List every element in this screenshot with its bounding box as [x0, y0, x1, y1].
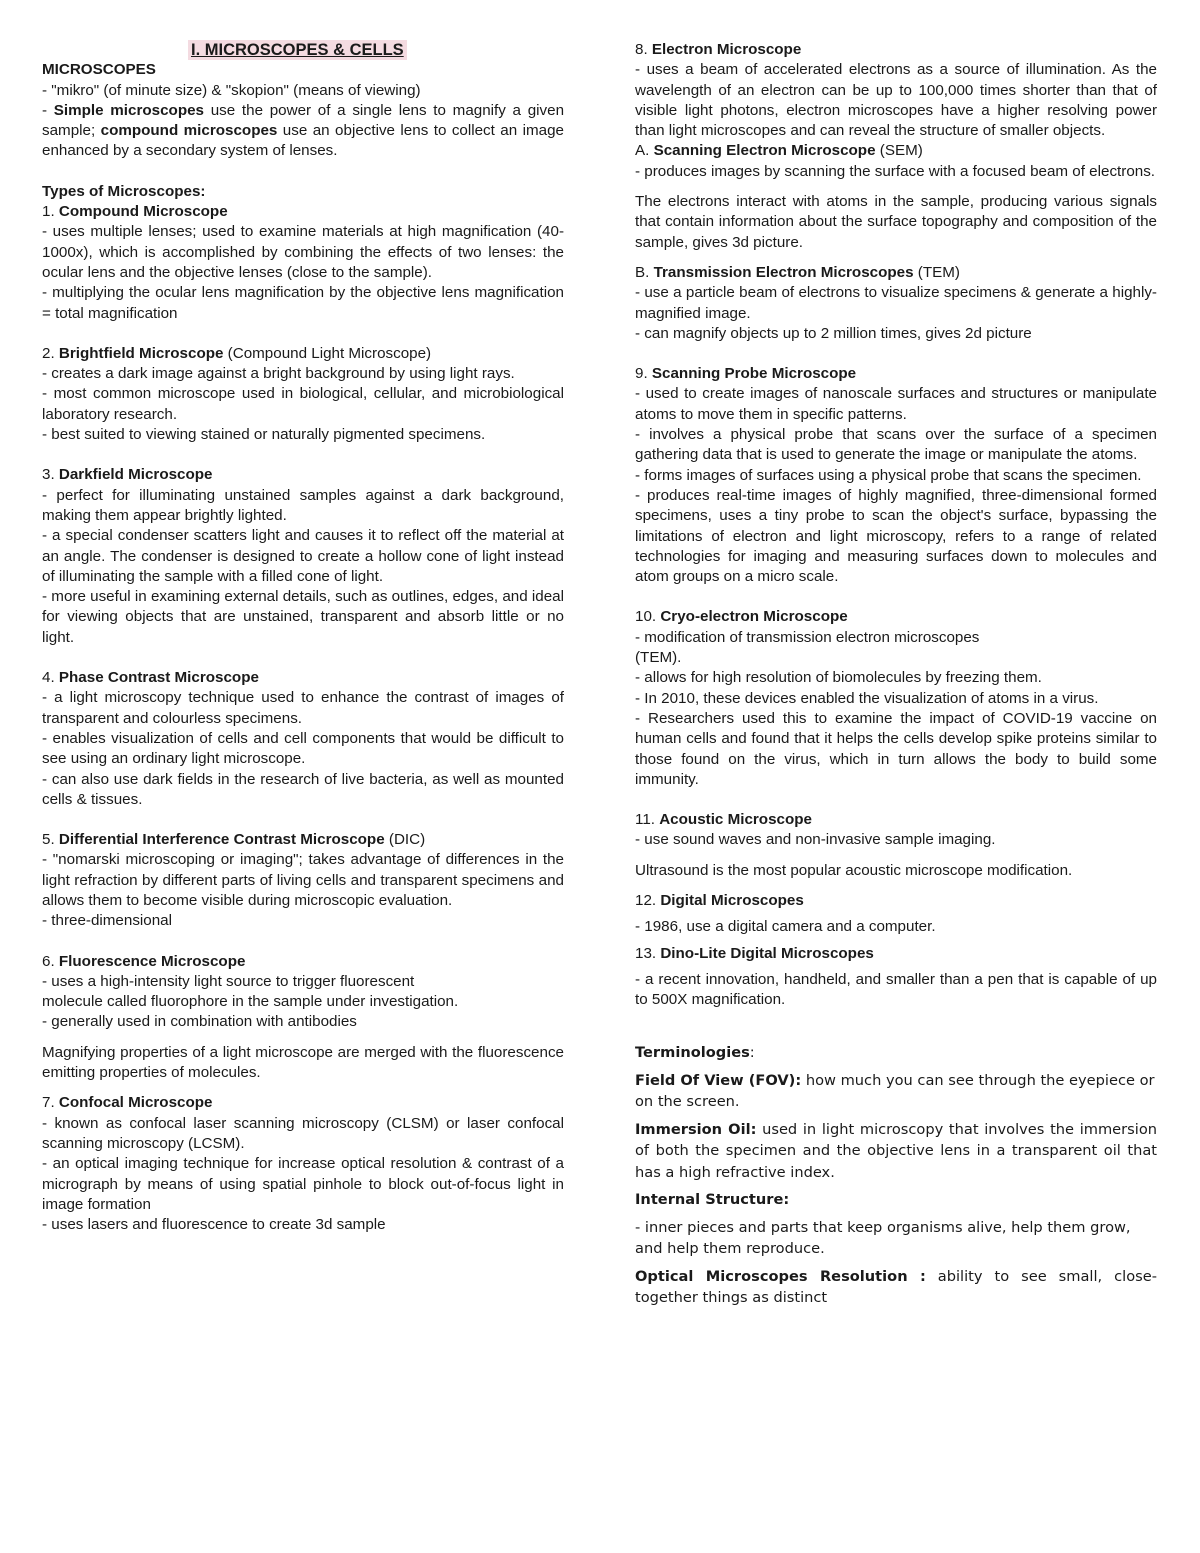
section-dic-microscope	[42, 830, 564, 931]
section-heading: 4. Phase Contrast Microscope	[42, 669, 259, 687]
section-paragraph: - can also use dark fields in the research of live bacteria, as well as mounted cells & tissues.	[42, 770, 564, 808]
section-paragraph: - uses a high-intensity light source to trigger fluorescent	[42, 972, 415, 990]
terminologies-section	[635, 1042, 1157, 1309]
intro-simple-compound: - Simple microscopes use the power of a single lens to magnify a given sample; compound microscopes use an objective lens to collect an image enhanced by a secondary system of lenses.	[42, 101, 565, 160]
section-heading: 5. Differential Interference Contrast Microscope (DIC)	[42, 831, 426, 849]
section-paragraph: - allows for high resolution of biomolecules by freezing them.	[635, 669, 1042, 687]
section-cryo-electron-microscope	[635, 607, 1157, 790]
section-paragraph: - enables visualization of cells and cell components that would be difficult to see using an ordinary light microscope.	[42, 729, 564, 768]
section-darkfield-microscope	[42, 465, 564, 648]
term-immersion-oil: Immersion Oil: used in light microscopy that involves the immersion of both the specimen and the objective lens in a transparent oil that has a high refractive index.	[635, 1120, 1157, 1181]
section-heading: 11. Acoustic Microscope	[635, 811, 812, 829]
section-paragraph: - a light microscopy technique used to enhance the contrast of images of transparent and colourless specimens.	[42, 689, 564, 727]
section-paragraph: - known as confocal laser scanning microscopy (CLSM) or laser confocal scanning microscopy (LCSM).	[42, 1114, 564, 1152]
section-paragraph: - can magnify objects up to 2 million times, gives 2d picture	[635, 324, 1032, 342]
section-paragraph: - a recent innovation, handheld, and smaller than a pen that is capable of up to 500X magnification.	[635, 970, 1157, 1009]
term-optical-resolution: Optical Microscopes Resolution : ability to see small, close-together things as distinct	[635, 1267, 1157, 1307]
types-heading: Types of Microscopes:	[42, 182, 206, 200]
section-brightfield-microscope	[42, 344, 564, 445]
section-paragraph: - produces images by scanning the surface with a focused beam of electrons.	[635, 162, 1156, 180]
section-electron-microscope	[635, 40, 1157, 344]
section-paragraph: - three-dimensional	[42, 912, 172, 930]
section-heading: 3. Darkfield Microscope	[42, 466, 213, 484]
term-fov: Field Of View (FOV): how much you can see through the eyepiece or on the screen.	[635, 1071, 1155, 1111]
section-scanning-probe-microscope	[635, 364, 1157, 587]
term-internal-structure-definition: - inner pieces and parts that keep organisms alive, help them grow, and help them reproduce.	[635, 1218, 1131, 1258]
section-paragraph: The electrons interact with atoms in the sample, producing various signals that contain information about the surface topography and composition of the sample, gives 3d picture.	[635, 193, 1157, 251]
section-compound-microscope	[42, 202, 564, 324]
section-heading: 1. Compound Microscope	[42, 203, 228, 221]
section-paragraph: - Researchers used this to examine the impact of COVID-19 vaccine on human cells and found that it helps the cells develop spike proteins similar to those found on the virus, which in turn allows the body to build some immunity.	[635, 709, 1157, 788]
section-paragraph: - used to create images of nanoscale surfaces and structures or manipulate atoms to move them in specific patterns.	[635, 385, 1157, 423]
section-paragraph: - use sound waves and non-invasive sample imaging.	[635, 831, 996, 849]
section-paragraph: - generally used in combination with antibodies	[42, 1013, 357, 1031]
section-paragraph: - In 2010, these devices enabled the visualization of atoms in a virus.	[635, 689, 1099, 707]
section-paragraph: - an optical imaging technique for increase optical resolution & contrast of a micrograph by means of using spatial pinhole to block out-of-focus light in image formation	[42, 1155, 564, 1213]
section-paragraph: - modification of transmission electron microscopes	[635, 628, 980, 646]
section-fluorescence-microscope	[42, 952, 564, 1084]
section-heading: 10. Cryo-electron Microscope	[635, 608, 848, 626]
section-acoustic-microscope	[635, 810, 1157, 881]
section-paragraph: Ultrasound is the most popular acoustic microscope modification.	[635, 861, 1073, 879]
document-title: I. MICROSCOPES & CELLS	[188, 40, 407, 60]
section-digital-microscopes	[635, 891, 1157, 938]
section-paragraph: - most common microscope used in biological, cellular, and microbiological laboratory research.	[42, 385, 564, 423]
section-paragraph: - "nomarski microscoping or imaging"; takes advantage of differences in the light refraction by different parts of living cells and transparent specimens and allows them to become visible during microscopic evaluation.	[42, 851, 564, 909]
section-heading: 8. Electron Microscope	[635, 41, 802, 58]
section-paragraph: - multiplying the ocular lens magnification by the objective lens magnification = total magnification	[42, 284, 564, 322]
section-heading: 12. Digital Microscopes	[635, 891, 804, 909]
section-paragraph: - use a particle beam of electrons to visualize specimens & generate a highly- magnified image.	[635, 284, 1157, 322]
section-paragraph: - best suited to viewing stained or naturally pigmented specimens.	[42, 426, 486, 444]
term-internal-structure: Internal Structure:	[635, 1191, 790, 1209]
section-heading: 2. Brightfield Microscope (Compound Light Microscope)	[42, 344, 432, 362]
section-paragraph: - perfect for illuminating unstained samples against a dark background, making them appear brightly lighted.	[42, 486, 564, 524]
subsection-heading-tem: B. Transmission Electron Microscopes (TEM)	[635, 263, 960, 281]
section-paragraph: - uses multiple lenses; used to examine materials at high magnification (40-1000x), which is accomplished by combining the effects of two lenses: the ocular lens and the objective lenses (close to the sample).	[42, 223, 564, 281]
intro-etymology: - "mikro" (of minute size) & "skopion" (means of viewing)	[42, 81, 421, 99]
section-heading: 9. Scanning Probe Microscope	[635, 365, 857, 383]
section-paragraph: - creates a dark image against a bright background by using light rays.	[42, 365, 515, 383]
section-heading: 7. Confocal Microscope	[42, 1094, 213, 1112]
section-phase-contrast-microscope	[42, 668, 564, 810]
microscopes-heading: MICROSCOPES	[42, 61, 156, 79]
section-paragraph: - involves a physical probe that scans over the surface of a specimen gathering data that is used to generate the image or manipulate the atoms.	[635, 426, 1157, 464]
section-paragraph: - produces real-time images of highly magnified, three-dimensional formed specimens, uses a tiny probe to scan the object's surface, bypassing the limitations of electron and light microscopy, refers to a range of related technologies for imaging and measuring surfaces down to molecules and atom groups on a micro scale.	[635, 486, 1157, 586]
section-paragraph: - 1986, use a digital camera and a computer.	[635, 918, 936, 936]
section-dino-lite-microscopes	[635, 944, 1157, 1011]
subsection-heading-sem: A. Scanning Electron Microscope (SEM)	[635, 142, 923, 160]
section-paragraph: - uses a beam of accelerated electrons as a source of illumination. As the wavelength of an electron can be up to 100,000 times shorter than that of visible light photons, electron microscopes have a higher resolving power than light microscopes and can reveal the structure of smaller objects.	[635, 61, 1157, 140]
section-paragraph: molecule called fluorophore in the sample under investigation.	[42, 993, 459, 1011]
section-heading: 13. Dino-Lite Digital Microscopes	[635, 944, 874, 962]
left-column	[42, 40, 564, 1235]
terminologies-heading: Terminologies:	[635, 1044, 755, 1062]
right-column	[635, 40, 1157, 1309]
section-paragraph: (TEM).	[635, 649, 682, 667]
section-paragraph: - uses lasers and fluorescence to create 3d sample	[42, 1216, 386, 1234]
section-paragraph: Magnifying properties of a light microscope are merged with the fluorescence emitting properties of molecules.	[42, 1043, 564, 1082]
section-paragraph: - more useful in examining external details, such as outlines, edges, and ideal for viewing objects that are unstained, transparent and absorb little or no light.	[42, 588, 564, 646]
section-confocal-microscope	[42, 1093, 564, 1235]
section-paragraph: - forms images of surfaces using a physical probe that scans the specimen.	[635, 466, 1142, 484]
section-heading: 6. Fluorescence Microscope	[42, 952, 246, 970]
section-paragraph: - a special condenser scatters light and causes it to reflect off the material at an angle. The condenser is designed to create a hollow cone of light instead of illuminating the sample with a filled cone of light.	[42, 527, 564, 585]
